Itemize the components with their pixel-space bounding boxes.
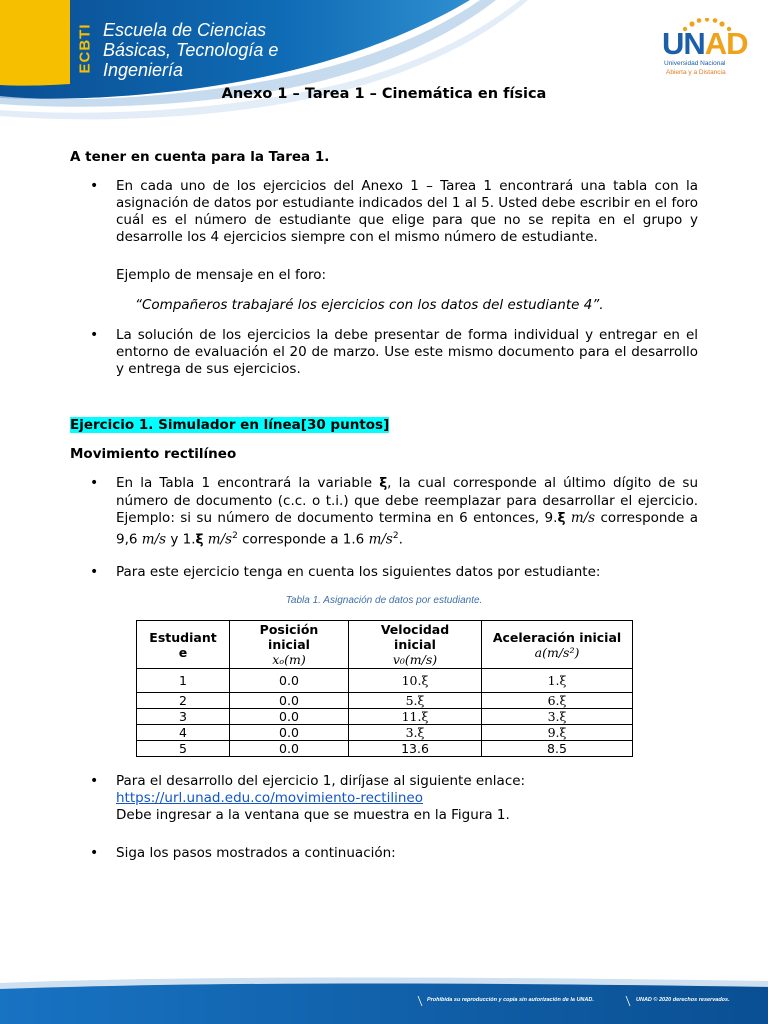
ecbti-vertical-label: ECBTI	[76, 23, 94, 73]
table-cell: 9.ξ	[482, 725, 633, 741]
intro-bullet-2: La solución de los ejercicios la debe presentar de forma individual y entregar en el entorno de evaluación el 20 de marzo. Use este mismo documento para el desarrollo y entrega de sus ejercicios.	[116, 327, 698, 377]
example-label: Ejemplo de mensaje en el foro:	[116, 267, 327, 283]
table-cell: 13.6	[349, 741, 482, 757]
table-cell: 1	[137, 669, 230, 693]
exercise-heading: Ejercicio 1. Simulador en línea[30 puntos]	[70, 417, 390, 433]
table-cell: 5	[137, 741, 230, 757]
footer-copyright-notice: Prohibida su reproducción y copia sin autorización de la UNAD.	[427, 997, 594, 1003]
table-caption: Tabla 1. Asignación de datos por estudiante.	[285, 595, 483, 606]
header-velocity: Velocidad inicial v₀(m/s)	[349, 621, 482, 669]
table-row	[137, 725, 633, 741]
example-quote: “Compañeros trabajaré los ejercicios con los datos del estudiante 4”.	[135, 297, 604, 313]
footer-rights: UNAD © 2020 derechos reservados.	[636, 997, 730, 1003]
table-row	[137, 669, 633, 693]
table-cell: 3	[137, 709, 230, 725]
table-row	[137, 741, 633, 757]
table-row	[137, 709, 633, 725]
student-data-table	[136, 620, 633, 757]
table-cell: 2	[137, 693, 230, 709]
exercise-subheading: Movimiento rectilíneo	[70, 446, 237, 462]
bullet-icon: •	[90, 845, 99, 861]
exercise-bullet-1: En la Tabla 1 encontrará la variable ξ, la cual corresponde al último dígito de su número de documento (c.c. o t.i.) que debe reemplazar para desarrollar el ejercicio. Ejemplo: si su número de documento termina en 6 entonces, 9.ξ m/s corresponde a 9,6 m/s y 1.ξ $m/s^2$ corresponde a 1.6 $m/s^2$.	[116, 475, 699, 547]
table-cell: 11.ξ	[349, 709, 482, 725]
exercise-bullet-3: Para el desarrollo del ejercicio 1, diríjase al siguiente enlace: https://url.unad.edu.co/movimiento-rectilineo Debe ingresar a la ventana que se muestra en la Figura 1.	[116, 773, 526, 823]
bullet-icon: •	[90, 327, 99, 343]
page-header	[0, 0, 768, 125]
table-cell: 0.0	[230, 669, 349, 693]
table-cell: 4	[137, 725, 230, 741]
bullet-icon: •	[90, 564, 99, 580]
school-name: Escuela de Ciencias Básicas, Tecnología e Ingeniería	[103, 20, 279, 80]
page-footer	[0, 975, 768, 1024]
unad-logo: UNAD Universidad Nacional Abierta y a Distancia	[662, 18, 752, 82]
exercise-bullet-2: Para este ejercicio tenga en cuenta los siguientes datos por estudiante:	[116, 564, 601, 580]
bullet-icon: •	[90, 773, 99, 789]
header-student: Estudiant e	[137, 621, 230, 669]
table-cell: 1.ξ	[482, 669, 633, 693]
table-cell: 0.0	[230, 693, 349, 709]
table-cell: 3.ξ	[349, 725, 482, 741]
table-cell: 6.ξ	[482, 693, 633, 709]
header-position: Posición inicial xₒ(m)	[230, 621, 349, 669]
exercise-bullet-4: Siga los pasos mostrados a continuación:	[116, 845, 396, 861]
table-cell: 8.5	[482, 741, 633, 757]
header-acceleration: Aceleración inicial a(m/s²)	[482, 621, 633, 669]
bullet-icon: •	[90, 475, 99, 491]
simulator-link[interactable]: https://url.unad.edu.co/movimiento-rectilineo	[116, 790, 423, 806]
table-cell: 0.0	[230, 741, 349, 757]
table-cell: 0.0	[230, 725, 349, 741]
intro-heading: A tener en cuenta para la Tarea 1.	[70, 149, 330, 165]
table-cell: 5.ξ	[349, 693, 482, 709]
table-cell: 10.ξ	[349, 669, 482, 693]
table-cell: 0.0	[230, 709, 349, 725]
intro-bullet-1: En cada uno de los ejercicios del Anexo 1 – Tarea 1 encontrará una tabla con la asignación de datos por estudiante indicados del 1 al 5. Usted debe escribir en el foro cuál es el número de estudiante que elige para que no se repita en el grupo y desarrolle los 4 ejercicios siempre con el mismo número de estudiante.	[116, 178, 698, 245]
bullet-icon: •	[90, 178, 99, 194]
document-title: Anexo 1 – Tarea 1 – Cinemática en física	[221, 86, 547, 102]
table-cell: 3.ξ	[482, 709, 633, 725]
table-row	[137, 693, 633, 709]
